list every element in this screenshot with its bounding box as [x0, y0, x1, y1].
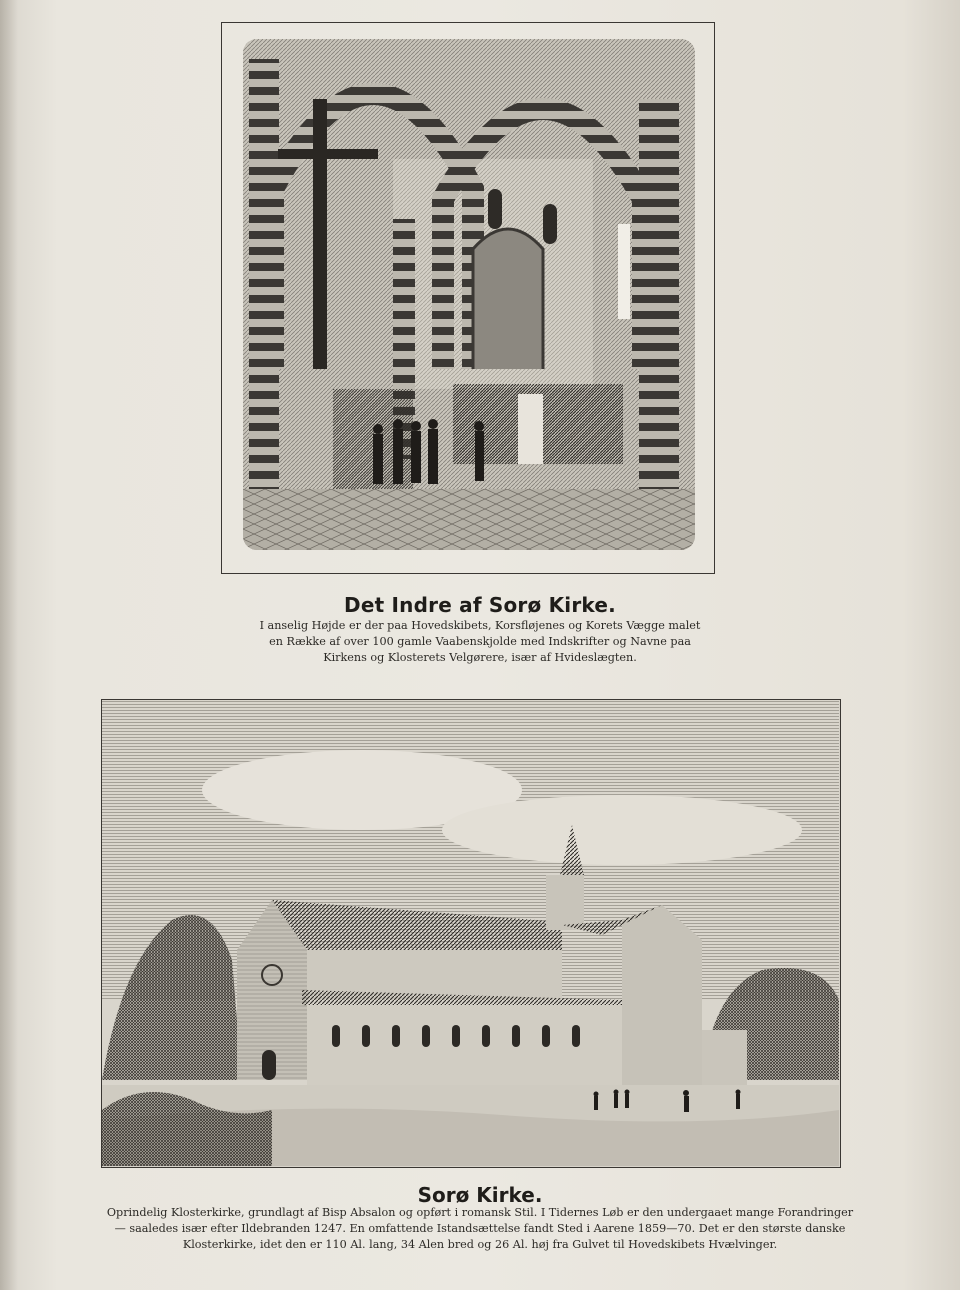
exterior-engraving: [101, 699, 841, 1168]
page-edge-shadow: [0, 0, 18, 1290]
caption-line: Oprindelig Klosterkirke, grundlagt af Bisp Absalon og opført i romansk Stil. I Tidernes Løb er den undergaaet mange Forandringer: [106, 1206, 854, 1219]
interior-caption: [220, 618, 740, 666]
exterior-title: Sorø Kirke.: [417, 1183, 543, 1207]
caption-line: I anselig Højde er der paa Hovedskibets, Korsfløjenes og Korets Vægge malet: [259, 619, 701, 632]
interior-engraving: [243, 39, 695, 550]
caption-line: Kirkens og Klosterets Velgørere, især af Hvideslægten.: [323, 651, 637, 664]
caption-line: en Række af over 100 gamle Vaabenskjolde med Indskrifter og Navne paa: [269, 635, 691, 648]
caption-line: — saaledes især efter Ildebranden 1247. En omfattende Istandsættelse fandt Sted i Aarene 1859—70. Det er den største danske: [114, 1222, 846, 1235]
caption-line: Klosterkirke, idet den er 110 Al. lang, 34 Alen bred og 26 Al. høj fra Gulvet til Hovedskibets Hvælvinger.: [182, 1238, 778, 1251]
interior-title: Det Indre af Sorø Kirke.: [344, 593, 616, 617]
exterior-caption: [60, 1205, 900, 1253]
